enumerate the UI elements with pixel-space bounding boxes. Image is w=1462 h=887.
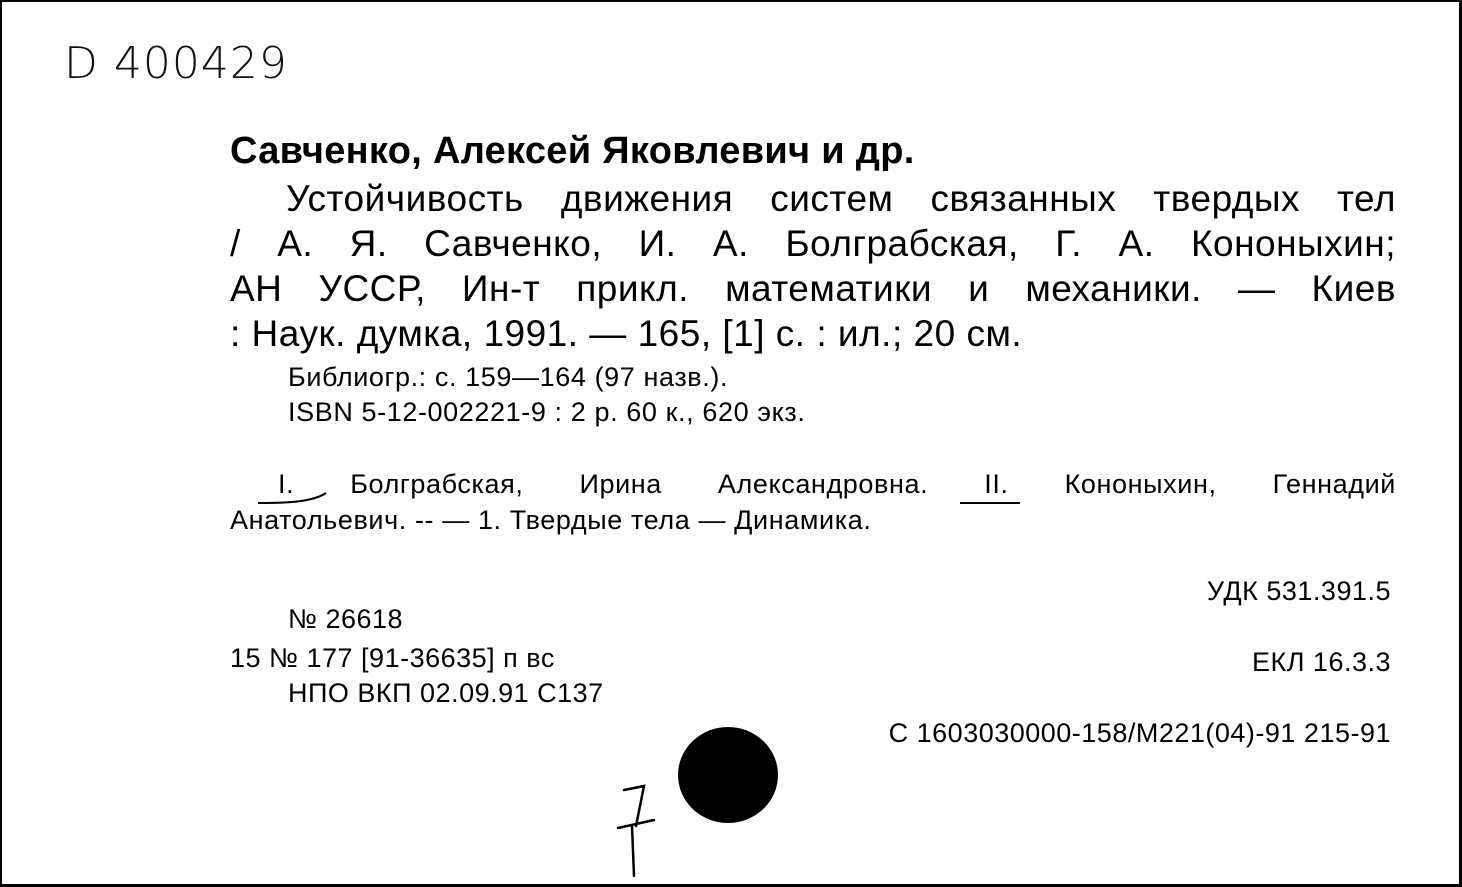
title-line: : Наук. думка, 1991. — 165, [1] с. : ил.; 20 см. — [230, 313, 1023, 354]
isbn-note: ISBN 5-12-002221-9 : 2 р. 60 к., 620 экз. — [288, 397, 806, 427]
hand-underline-marks — [256, 485, 1056, 509]
title-line: / А. Я. Савченко, И. А. Болграбская, Г. А. Кононыхин; — [230, 223, 1396, 264]
title-description — [230, 176, 1396, 356]
ekl-code: ЕКЛ 16.3.3 — [1251, 647, 1391, 677]
inventory-number: № 26618 — [288, 604, 404, 634]
added-entry-line: Анатольевич. -- — 1. Твердые тела — Динамика. — [230, 505, 872, 535]
title-line: АН УССР, Ин-т прикл. математики и механики. — Киев — [230, 268, 1396, 309]
cip-code: С 1603030000-158/М221(04)-91 215-91 — [888, 718, 1391, 748]
notes — [288, 360, 805, 430]
call-number: D 400429 — [64, 38, 288, 89]
press-info: НПО ВКП 02.09.91 С137 — [288, 678, 604, 708]
black-dot-mark — [678, 727, 778, 823]
handwritten-mark — [614, 780, 674, 880]
order-number: 15 № 177 [91-36635] п вс — [230, 643, 555, 673]
udk-code: УДК 531.391.5 — [1206, 576, 1391, 606]
bibliography-note: Библиогр.: с. 159—164 (97 назв.). — [288, 362, 729, 392]
added-entry-line: I. Болграбская, Ирина Александровна. II. Кононыхин, Геннадий — [278, 469, 1396, 499]
author-heading: Савченко, Алексей Яковлевич и др. — [230, 130, 915, 172]
title-line: Устойчивость движения систем связанных твердых тел — [286, 178, 1396, 219]
